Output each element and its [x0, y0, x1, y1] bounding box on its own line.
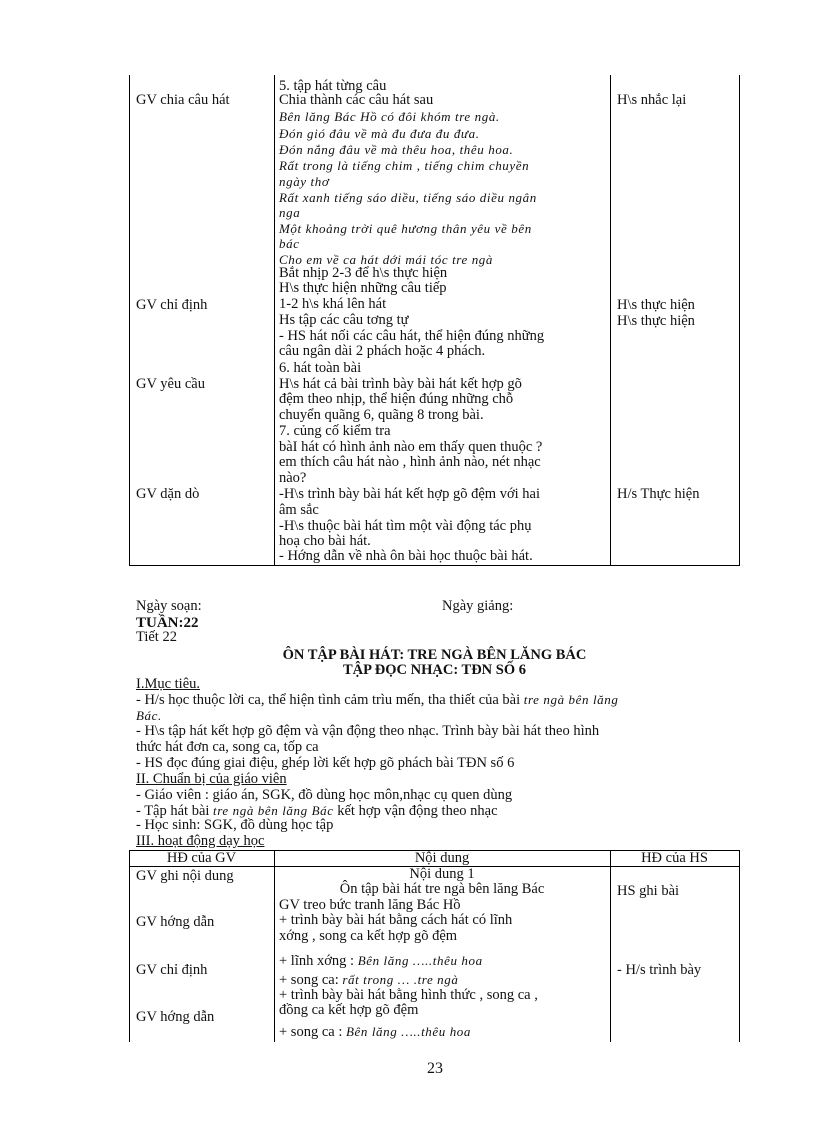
table1-line: H\s thực hiện những câu tiếp [279, 280, 447, 296]
table1-lyric: nga [279, 205, 301, 220]
objective-line [136, 692, 618, 708]
table2-line: GV treo bức tranh lăng Bác Hồ [279, 897, 461, 913]
table1-border-bottom [129, 565, 740, 566]
table1-divider-2 [610, 75, 611, 565]
prep-text: - Tập hát bài [136, 803, 210, 819]
table2-lyric: Bên lăng …..thêu hoa [345, 1024, 471, 1039]
table1-lyric: Đón gió đâu về mà đu đưa đu đưa. [279, 126, 480, 141]
table1-line: chuyển quãng 6, quãng 8 trong bài. [279, 407, 484, 423]
table2-line [279, 1024, 471, 1040]
table1-line: câu ngân dài 2 phách hoặc 4 phách. [279, 343, 486, 359]
objective-line: - HS đọc đúng giai điệu, ghép lời kết hợp gõ phách bài TĐN số 6 [136, 755, 515, 771]
section-hoat-dong: III. hoạt động dạy học [136, 833, 265, 849]
prep-line: - Học sinh: SGK, đồ dùng học tập [136, 817, 334, 833]
song-title-italic: Bác. [136, 708, 162, 723]
table1-left-cell: GV dặn dò [136, 486, 200, 502]
objective-line: - H\s tập hát kết hợp gõ đệm và vận động theo nhạc. Trình bày bài hát theo hình [136, 723, 600, 739]
song-title-italic: tre ngà bên lăng Bác [213, 803, 334, 818]
table1-lyric: Rất trong là tiếng chim , tiếng chim chuyền [279, 158, 530, 173]
table1-right-cell: H\s thực hiện [617, 313, 695, 329]
table2-border-left [129, 850, 130, 1042]
table1-line: 7. củng cố kiểm tra [279, 423, 391, 439]
table1-line: 1-2 h\s khá lên hát [279, 296, 387, 312]
table1-line: nào? [279, 470, 307, 486]
table2-text: + song ca: [279, 972, 339, 988]
table1-line: H\s hát cả bài trình bày bài hát kết hợp gõ [279, 376, 522, 392]
table1-line: hoạ cho bài hát. [279, 533, 371, 549]
ngay-soan: Ngày soạn: [136, 598, 202, 614]
objective-text: - H/s học thuộc lời ca, thể hiện tình cảm trìu mến, tha thiết của bài [136, 692, 521, 708]
table2-left-cell: GV hớng dẫn [136, 1009, 215, 1025]
table1-line: -H\s thuộc bài hát tìm một vài động tác phụ [279, 518, 532, 534]
ngay-giang: Ngày giảng: [442, 598, 514, 614]
table2-divider-2 [610, 850, 611, 1042]
tuan-label: TUẦN:22 [136, 615, 199, 631]
prep-line: - Giáo viên : giáo án, SGK, đồ dùng học môn,nhạc cụ quen dùng [136, 787, 513, 803]
table2-header-gv: HĐ của GV [166, 850, 237, 866]
table2-content-subtitle: Ôn tập bài hát tre ngà bên lăng Bác [339, 881, 545, 897]
table1-lyric: Rất xanh tiếng sáo diều, tiếng sáo diều ngân [279, 190, 537, 205]
table2-text: + song ca : [279, 1024, 343, 1040]
table2-text: + lĩnh xớng : [279, 953, 355, 969]
table1-line: - HS hát nối các câu hát, thể hiện đúng những [279, 328, 545, 344]
table1-lyric: bác [279, 236, 300, 251]
table2-left-cell: GV ghi nội dung [136, 868, 234, 884]
table2-line: xớng , song ca kết hợp gõ đệm [279, 928, 458, 944]
table1-lyric: ngày thơ [279, 174, 330, 189]
table1-border-left [129, 75, 130, 565]
table2-line [279, 972, 459, 988]
table1-divider-1 [274, 75, 275, 565]
table1-line: - Hớng dẫn về nhà ôn bài học thuộc bài hát. [279, 548, 533, 564]
table1-line: bàI hát có hình ảnh nào em thấy quen thuộc ? [279, 439, 543, 455]
table2-left-cell: GV chỉ định [136, 962, 208, 978]
table2-left-cell: GV hớng dẫn [136, 914, 215, 930]
table1-line: -H\s trình bày bài hát kết hợp gõ đệm với hai [279, 486, 540, 502]
table1-line: 6. hát toàn bài [279, 360, 362, 376]
table2-right-cell: HS ghi bài [617, 883, 680, 899]
table2-header-content: Nội dung [414, 850, 470, 866]
table2-lyric: Bên lăng …..thêu hoa [357, 953, 483, 968]
table1-line: âm sắc [279, 502, 319, 518]
table2-header-hs: HĐ của HS [641, 850, 708, 866]
tiet-label: Tiết 22 [136, 629, 177, 645]
table1-line: 5. tập hát từng câu [279, 78, 387, 94]
table1-left-cell: GV chỉ định [136, 297, 208, 313]
table1-left-cell: GV yêu cầu [136, 376, 205, 392]
table1-line: Bắt nhịp 2-3 để h\s thực hiện [279, 265, 448, 281]
table2-lyric: rất trong … .tre ngà [342, 972, 459, 987]
table2-line: + trình bày bài hát bằng cách hát có lĩnh [279, 912, 513, 928]
table2-content-title: Nội dung 1 [409, 866, 475, 882]
table1-line: em thích câu hát nào , hình ảnh nào, nét nhạc [279, 454, 541, 470]
table1-left-cell: GV chia câu hát [136, 92, 230, 108]
section-muc-tieu: I.Mục tiêu. [136, 676, 201, 692]
table1-lyric: Cho em về ca hát dới mái tóc tre ngà [279, 252, 493, 267]
table2-line [279, 953, 483, 969]
prep-text: kết hợp vận động theo nhạc [337, 803, 498, 819]
table1-lyric: Một khoảng trời quê hương thân yêu về bên [279, 221, 532, 236]
page-number: 23 [427, 1060, 443, 1077]
table2-right-cell: - H/s trình bày [617, 962, 702, 978]
table1-right-cell: H\s nhắc lại [617, 92, 687, 108]
table1-lyric: Đón nắng đâu về mà thêu hoa, thêu hoa. [279, 142, 514, 157]
section-chuan-bi: II. Chuẩn bị của giáo viên [136, 771, 287, 787]
table2-line: + trình bày bài hát bằng hình thức , song ca , [279, 987, 538, 1003]
objective-line: thức hát đơn ca, song ca, tốp ca [136, 739, 319, 755]
table1-line: Hs tập các câu tơng tự [279, 312, 409, 328]
table1-lyric: Bên lăng Bác Hồ có đôi khóm tre ngà. [279, 109, 500, 124]
song-title-italic: tre ngà bên lăng [523, 692, 619, 707]
table1-border-right [739, 75, 740, 565]
lesson-subtitle: TẬP ĐỌC NHẠC: TĐN SỐ 6 [342, 662, 526, 678]
table2-border-right [739, 850, 740, 1042]
table1-right-cell: H\s thực hiện [617, 297, 695, 313]
lesson-title: ÔN TẬP BÀI HÁT: TRE NGÀ BÊN LĂNG BÁC [282, 647, 587, 663]
table1-line: Chia thành các câu hát sau [279, 92, 434, 108]
table2-line: đồng ca kết hợp gõ đệm [279, 1002, 419, 1018]
table1-line: đệm theo nhịp, thể hiện đúng những chỗ [279, 391, 514, 407]
table1-right-cell: H/s Thực hiện [617, 486, 700, 502]
